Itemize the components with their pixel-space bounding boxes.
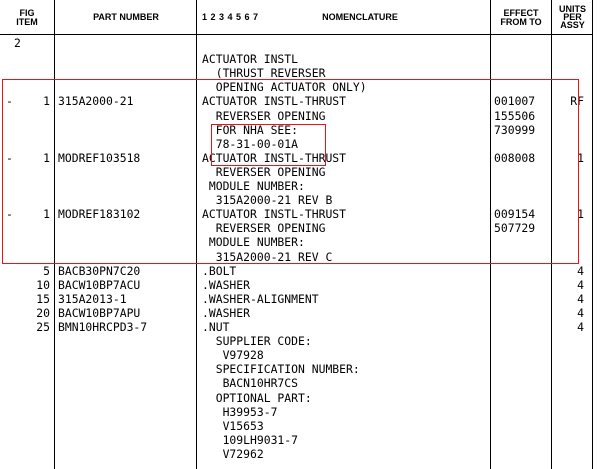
column-divider <box>592 0 593 469</box>
nomenclature: (THRUST REVERSER <box>202 66 326 81</box>
nomenclature: V97928 <box>202 348 264 363</box>
nomenclature: ACTUATOR INSTL <box>202 52 299 67</box>
nomenclature: REVERSER OPENING <box>202 108 326 123</box>
nomenclature: SPECIFICATION NUMBER: <box>202 362 360 377</box>
table-row <box>0 376 592 390</box>
indent-scale-header: 1 2 3 4 5 6 7 <box>202 12 259 22</box>
part-number: BACW10BP7ACU <box>58 277 141 292</box>
table-row <box>0 292 592 306</box>
item-number: 15 <box>36 291 50 306</box>
effectivity: 507729 <box>494 221 536 236</box>
effect-header: EFFECT FROM TO <box>500 8 542 27</box>
highlight-box-small <box>211 124 326 166</box>
part-number: MODREF103518 <box>58 150 141 165</box>
units-per-assy: RF <box>570 94 584 109</box>
table-row <box>0 348 592 362</box>
nomenclature: .NUT <box>202 320 230 334</box>
table-row <box>0 334 592 348</box>
item-number: 1 <box>43 150 50 165</box>
units-per-assy-header: UNITS PER ASSY <box>559 4 586 30</box>
nomenclature: 315A2000-21 REV B <box>202 193 333 208</box>
part-number: BMN10HRCPD3-7 <box>58 320 148 334</box>
table-row <box>0 433 592 447</box>
nomenclature: V15653 <box>202 418 264 433</box>
fig-number: 2 <box>14 36 21 50</box>
nomenclature: MODULE NUMBER: <box>202 179 305 193</box>
nomenclature: REVERSER OPENING <box>202 221 326 236</box>
nomenclature: REVERSER OPENING <box>202 164 326 179</box>
nomenclature: V72962 <box>202 446 264 461</box>
nomenclature: MODULE NUMBER: <box>202 235 305 250</box>
item-number: 5 <box>43 263 50 278</box>
table-row <box>0 362 592 376</box>
effectivity: 001007 <box>494 94 536 109</box>
nomenclature: ACTUATOR INSTL-THRUST <box>202 150 347 165</box>
table-row <box>0 320 592 334</box>
part-number: 315A2013-1 <box>58 291 127 306</box>
table-row <box>0 419 592 433</box>
effectivity: 730999 <box>494 122 536 137</box>
part-number: 315A2000-21 <box>58 94 134 109</box>
nomenclature: 109LH9031-7 <box>202 432 299 447</box>
units-per-assy: 4 <box>577 263 584 278</box>
nomenclature: FOR NHA SEE: <box>202 122 299 137</box>
units-per-assy: 4 <box>577 277 584 292</box>
table-row <box>0 264 592 278</box>
nomenclature: H39953-7 <box>202 404 278 419</box>
fig-item-header: FIG ITEM <box>16 8 38 27</box>
nomenclature: 315A2000-21 REV C <box>202 249 333 264</box>
item-number: 1 <box>43 207 50 222</box>
part-number: MODREF183102 <box>58 207 141 222</box>
table-row <box>0 447 592 461</box>
dash-marker: - <box>6 207 13 222</box>
part-number: BACB30PN7C20 <box>58 263 141 278</box>
nomenclature: ACTUATOR INSTL-THRUST <box>202 207 347 222</box>
part-number: BACW10BP7APU <box>58 305 141 320</box>
nomenclature: .BOLT <box>202 263 237 278</box>
units-per-assy: 4 <box>577 291 584 306</box>
table-row <box>0 52 592 66</box>
nomenclature: .WASHER-ALIGNMENT <box>202 291 319 306</box>
effectivity: 009154 <box>494 207 536 222</box>
table-row <box>0 391 592 405</box>
effectivity: 155506 <box>494 108 536 123</box>
units-per-assy: 1 <box>577 150 584 165</box>
fig-number-row <box>0 36 592 50</box>
table-row <box>0 278 592 292</box>
nomenclature: .WASHER <box>202 305 251 320</box>
table-row <box>0 306 592 320</box>
highlight-box-large <box>2 79 579 264</box>
nomenclature: ACTUATOR INSTL-THRUST <box>202 94 347 109</box>
units-per-assy: 1 <box>577 207 584 222</box>
part-number-header: PART NUMBER <box>93 12 159 22</box>
nomenclature: BACN10HR7CS <box>202 376 299 391</box>
nomenclature: OPTIONAL PART: <box>202 390 312 405</box>
dash-marker: - <box>6 94 13 109</box>
item-number: 10 <box>36 277 50 292</box>
item-number: 1 <box>43 94 50 109</box>
table-header <box>0 0 592 35</box>
nomenclature: 78-31-00-01A <box>202 136 299 151</box>
item-number: 25 <box>36 320 50 334</box>
nomenclature-header: NOMENCLATURE <box>322 12 398 22</box>
nomenclature: SUPPLIER CODE: <box>202 334 312 349</box>
effectivity: 008008 <box>494 150 536 165</box>
dash-marker: - <box>6 150 13 165</box>
table-row <box>0 405 592 419</box>
units-per-assy: 4 <box>577 320 584 334</box>
item-number: 20 <box>36 305 50 320</box>
units-per-assy: 4 <box>577 305 584 320</box>
nomenclature: .WASHER <box>202 277 251 292</box>
nomenclature: OPENING ACTUATOR ONLY) <box>202 80 367 95</box>
